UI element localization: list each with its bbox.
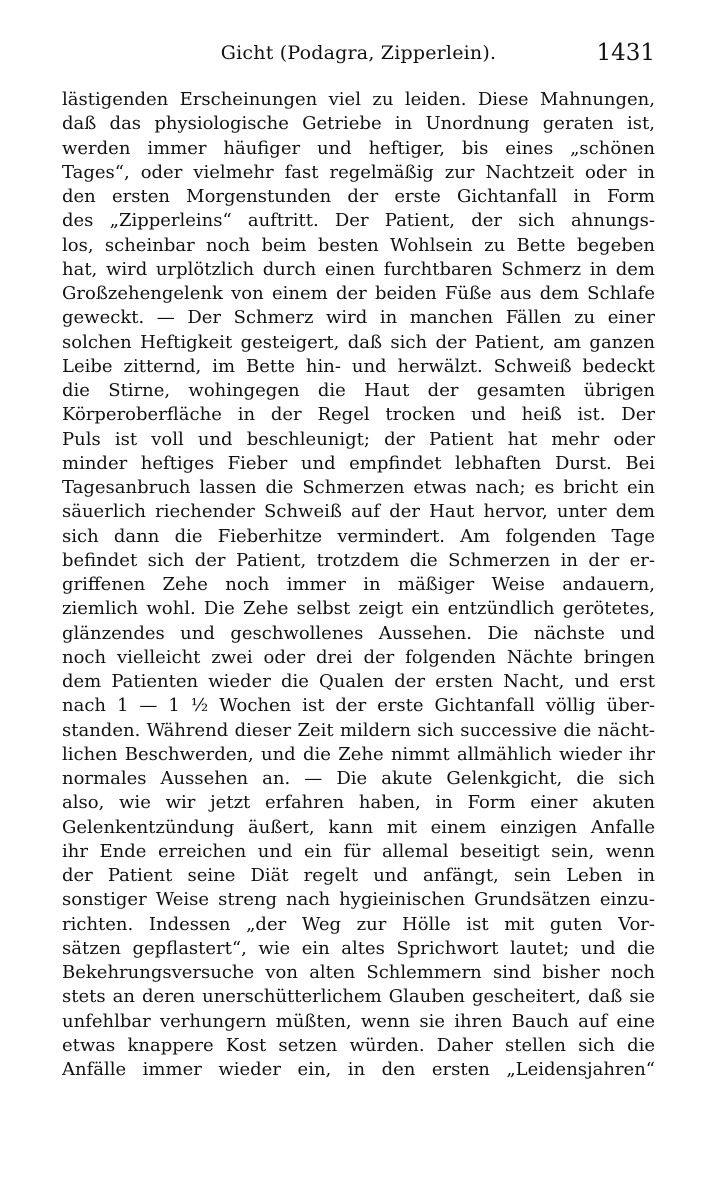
text-line: säuerlich riechender Schweiß auf der Haut hervor, unter dem — [62, 501, 655, 523]
text-line: Leibe zitternd, im Bette hin- und herwälzt. Schweiß bedeckt — [62, 355, 655, 377]
text-line: geweckt. — Der Schmerz wird in manchen Fällen zu einer — [62, 307, 655, 329]
text-line: glänzendes und geschwollenes Aussehen. Die nächste und — [62, 622, 655, 644]
text-line: minder heftiges Fieber und empfindet lebhaften Durst. Bei — [62, 452, 655, 474]
text-line: Körperoberfläche in der Regel trocken und heiß ist. Der — [62, 404, 655, 426]
text-line: werden immer häufiger und heftiger, bis eines „schönen — [62, 137, 655, 159]
text-line: die Stirne, wohingegen die Haut der gesamten übrigen — [62, 380, 655, 401]
text-line: Tages“, oder vielmehr fast regelmäßig zur Nachtzeit oder in — [62, 161, 655, 183]
text-line: standen. Während dieser Zeit mildern sich successive die nächt- — [62, 719, 655, 741]
text-line: ihr Ende erreichen und ein für allemal beseitigt sein, wenn — [62, 840, 655, 862]
page-number: 1431 — [596, 40, 655, 66]
running-title: Gicht (Podagra, Zipperlein). — [220, 42, 497, 64]
text-line: sonstiger Weise streng nach hygieinischen Grundsätzen einzu- — [62, 889, 655, 911]
text-line: noch vielleicht zwei oder drei der folgenden Nächte bringen — [62, 646, 655, 668]
text-line: lästigenden Erscheinungen viel zu leiden. Diese Mahnungen, — [62, 89, 655, 110]
page-header — [62, 42, 655, 76]
text-line: befindet sich der Patient, trotzdem die Schmerzen in der er- — [62, 549, 655, 571]
text-line: Bekehrungsversuche von alten Schlemmern sind bisher noch — [62, 962, 655, 983]
text-line: den ersten Morgenstunden der erste Gichtanfall in Form — [62, 186, 655, 207]
text-line: ziemlich wohl. Die Zehe selbst zeigt ein entzündlich gerötetes, — [62, 598, 655, 620]
text-line: richten. Indessen „der Weg zur Hölle ist mit guten Vor- — [62, 913, 655, 935]
text-line: des „Zipperleins“ auftritt. Der Patient, der sich ahnungs- — [62, 210, 655, 232]
text-line: der Patient seine Diät regelt und anfängt, sein Leben in — [62, 865, 655, 886]
text-line: normales Aussehen an. — Die akute Gelenkgicht, die sich — [62, 768, 655, 789]
text-line: etwas knappere Kost setzen würden. Daher stellen sich die — [62, 1034, 655, 1056]
text-line: also, wie wir jetzt erfahren haben, in Form einer akuten — [62, 792, 655, 814]
text-line: unfehlbar verhungern müßten, wenn sie ihren Bauch auf eine — [62, 1010, 655, 1032]
text-line: solchen Heftigkeit gesteigert, daß sich der Patient, am ganzen — [62, 331, 655, 353]
text-line: hat, wird urplötzlich durch einen furchtbaren Schmerz in dem — [62, 258, 655, 280]
text-body — [62, 88, 655, 1082]
text-line: dem Patienten wieder die Qualen der ersten Nacht, und erst — [62, 671, 655, 692]
text-line: daß das physiologische Getriebe in Unordnung geraten ist, — [62, 113, 655, 135]
text-line: Gelenkentzündung äußert, kann mit einem einzigen Anfalle — [62, 816, 655, 838]
text-line: nach 1 — 1 ½ Wochen ist der erste Gichtanfall völlig über- — [62, 695, 655, 717]
text-line: stets an deren unerschütterlichem Glauben gescheitert, daß sie — [62, 986, 655, 1008]
text-line: Tagesanbruch lassen die Schmerzen etwas nach; es bricht ein — [62, 477, 655, 498]
text-line: Puls ist voll und beschleunigt; der Patient hat mehr oder — [62, 428, 655, 450]
text-line: Anfälle immer wieder ein, in den ersten „Leidensjahren“ — [62, 1059, 655, 1080]
text-line: lichen Beschwerden, und die Zehe nimmt allmählich wieder ihr — [62, 743, 655, 765]
text-line: griffenen Zehe noch immer in mäßiger Weise andauern, — [62, 574, 655, 595]
text-line: sätzen gepflastert“, wie ein altes Sprichwort lautet; und die — [62, 937, 655, 959]
text-line: sich dann die Fieberhitze vermindert. Am folgenden Tage — [62, 525, 655, 547]
text-line: Großzehengelenk von einem der beiden Füße aus dem Schlafe — [62, 283, 655, 304]
text-line: los, scheinbar noch beim besten Wohlsein zu Bette begeben — [62, 234, 655, 256]
